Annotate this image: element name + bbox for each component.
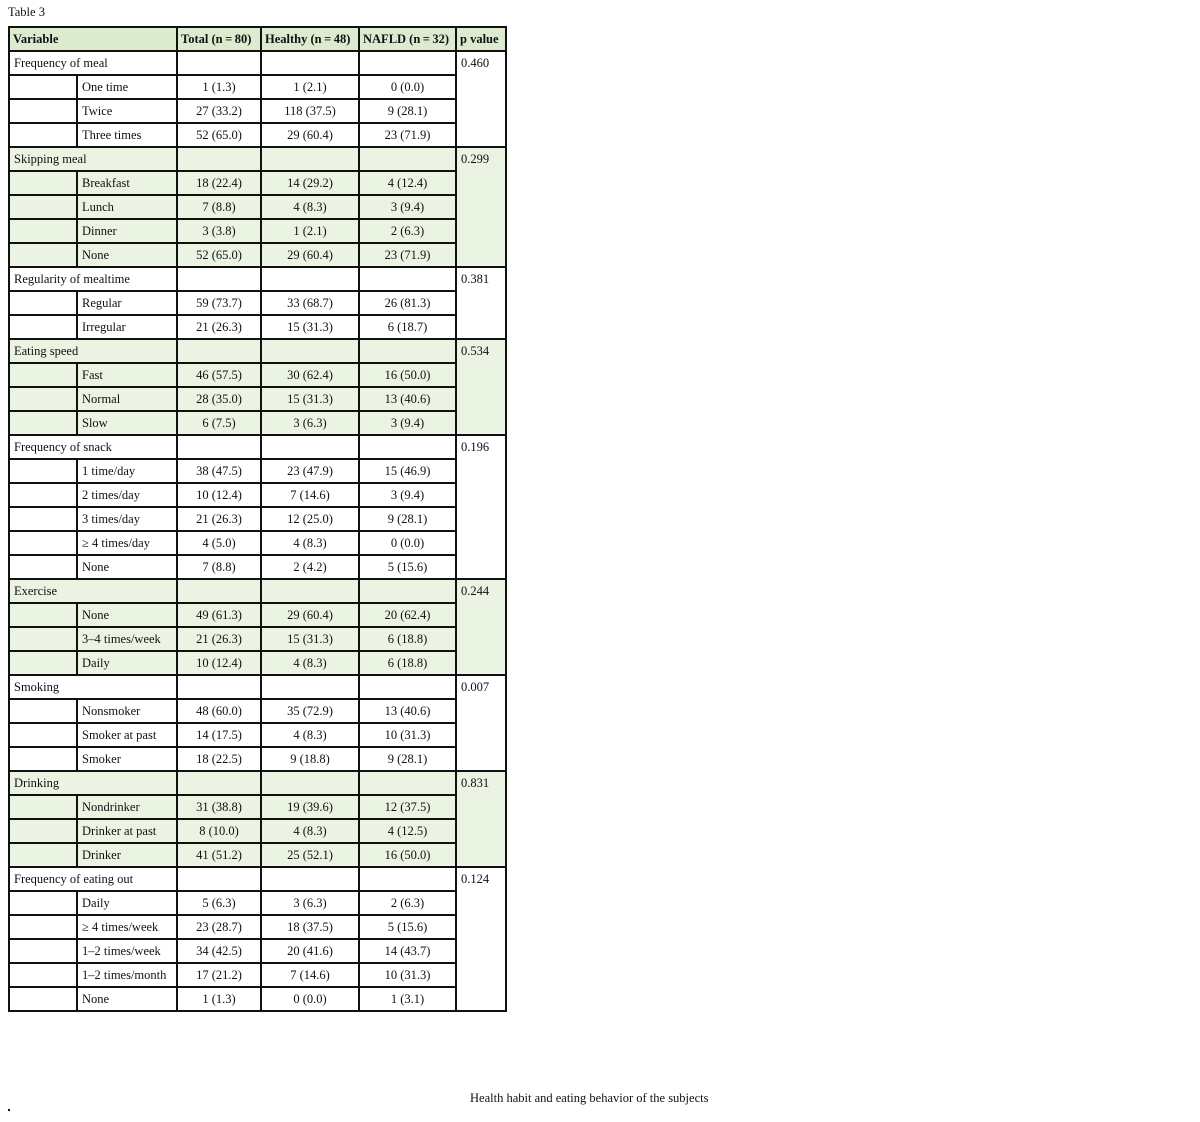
total-value: 1 (1.3) [177,75,261,99]
healthy-value: 1 (2.1) [261,75,359,99]
table-row [9,531,506,555]
table-row [9,99,506,123]
table-row [9,747,506,771]
indent-cell [9,555,77,579]
table-body [9,51,506,1011]
group-healthy-empty [261,867,359,891]
healthy-value: 2 (4.2) [261,555,359,579]
total-value: 31 (38.8) [177,795,261,819]
indent-cell [9,99,77,123]
group-total-empty [177,267,261,291]
row-label: Drinker at past [77,819,177,843]
group-healthy-empty [261,339,359,363]
indent-cell [9,699,77,723]
nafld-value: 0 (0.0) [359,75,456,99]
total-value: 14 (17.5) [177,723,261,747]
p-value: 0.124 [456,867,506,1011]
indent-cell [9,819,77,843]
row-label: Twice [77,99,177,123]
total-value: 52 (65.0) [177,123,261,147]
nafld-value: 4 (12.4) [359,171,456,195]
total-value: 48 (60.0) [177,699,261,723]
row-label: 3–4 times/week [77,627,177,651]
healthy-value: 4 (8.3) [261,651,359,675]
row-label: None [77,987,177,1011]
healthy-value: 29 (60.4) [261,123,359,147]
indent-cell [9,315,77,339]
indent-cell [9,987,77,1011]
nafld-value: 26 (81.3) [359,291,456,315]
nafld-value: 23 (71.9) [359,243,456,267]
group-label: Frequency of eating out [9,867,177,891]
row-label: None [77,603,177,627]
indent-cell [9,195,77,219]
total-value: 8 (10.0) [177,819,261,843]
total-value: 21 (26.3) [177,315,261,339]
group-row [9,51,506,75]
group-nafld-empty [359,771,456,795]
total-value: 23 (28.7) [177,915,261,939]
healthy-value: 35 (72.9) [261,699,359,723]
table-row [9,651,506,675]
row-label: Nondrinker [77,795,177,819]
group-label: Eating speed [9,339,177,363]
nafld-value: 2 (6.3) [359,891,456,915]
group-nafld-empty [359,267,456,291]
row-label: Three times [77,123,177,147]
table-row [9,171,506,195]
total-value: 3 (3.8) [177,219,261,243]
header-nafld: NAFLD (n = 32) [359,27,456,51]
group-total-empty [177,867,261,891]
nafld-value: 9 (28.1) [359,507,456,531]
healthy-value: 19 (39.6) [261,795,359,819]
p-value: 0.244 [456,579,506,675]
healthy-value: 29 (60.4) [261,603,359,627]
table-row [9,819,506,843]
group-row [9,435,506,459]
nafld-value: 10 (31.3) [359,963,456,987]
healthy-value: 3 (6.3) [261,891,359,915]
table-caption: Health habit and eating behavior of the subjects [470,1091,709,1105]
row-label: Smoker [77,747,177,771]
total-value: 46 (57.5) [177,363,261,387]
total-value: 28 (35.0) [177,387,261,411]
table-row [9,291,506,315]
total-value: 7 (8.8) [177,195,261,219]
indent-cell [9,651,77,675]
indent-cell [9,627,77,651]
healthy-value: 4 (8.3) [261,531,359,555]
healthy-value: 15 (31.3) [261,627,359,651]
total-value: 21 (26.3) [177,507,261,531]
table-row [9,123,506,147]
nafld-value: 4 (12.5) [359,819,456,843]
group-total-empty [177,435,261,459]
table-row [9,939,506,963]
table-row [9,75,506,99]
group-healthy-empty [261,51,359,75]
row-label: Irregular [77,315,177,339]
indent-cell [9,603,77,627]
indent-cell [9,219,77,243]
group-label: Exercise [9,579,177,603]
group-total-empty [177,339,261,363]
group-label: Drinking [9,771,177,795]
healthy-value: 30 (62.4) [261,363,359,387]
p-value: 0.196 [456,435,506,579]
healthy-value: 29 (60.4) [261,243,359,267]
indent-cell [9,915,77,939]
total-value: 4 (5.0) [177,531,261,555]
nafld-value: 3 (9.4) [359,411,456,435]
group-healthy-empty [261,267,359,291]
group-row [9,771,506,795]
p-value: 0.299 [456,147,506,267]
group-label: Regularity of mealtime [9,267,177,291]
nafld-value: 6 (18.8) [359,627,456,651]
row-label: Drinker [77,843,177,867]
group-total-empty [177,771,261,795]
row-label: One time [77,75,177,99]
nafld-value: 5 (15.6) [359,915,456,939]
row-label: Normal [77,387,177,411]
table-row [9,243,506,267]
table-row [9,363,506,387]
healthy-value: 14 (29.2) [261,171,359,195]
total-value: 10 (12.4) [177,483,261,507]
nafld-value: 16 (50.0) [359,363,456,387]
p-value: 0.831 [456,771,506,867]
healthy-value: 118 (37.5) [261,99,359,123]
stray-dot [8,1109,10,1111]
table-row [9,315,506,339]
nafld-value: 5 (15.6) [359,555,456,579]
table-row [9,219,506,243]
nafld-value: 23 (71.9) [359,123,456,147]
header-variable: Variable [9,27,177,51]
group-nafld-empty [359,579,456,603]
nafld-value: 16 (50.0) [359,843,456,867]
group-nafld-empty [359,51,456,75]
table-row [9,723,506,747]
nafld-value: 15 (46.9) [359,459,456,483]
table-row [9,459,506,483]
total-value: 10 (12.4) [177,651,261,675]
total-value: 1 (1.3) [177,987,261,1011]
p-value: 0.007 [456,675,506,771]
total-value: 18 (22.4) [177,171,261,195]
total-value: 38 (47.5) [177,459,261,483]
healthy-value: 4 (8.3) [261,195,359,219]
indent-cell [9,171,77,195]
group-nafld-empty [359,675,456,699]
group-total-empty [177,675,261,699]
group-nafld-empty [359,147,456,171]
group-total-empty [177,579,261,603]
healthy-value: 18 (37.5) [261,915,359,939]
group-total-empty [177,51,261,75]
header-healthy: Healthy (n = 48) [261,27,359,51]
nafld-value: 13 (40.6) [359,387,456,411]
indent-cell [9,939,77,963]
indent-cell [9,291,77,315]
indent-cell [9,363,77,387]
group-row [9,867,506,891]
row-label: 2 times/day [77,483,177,507]
row-label: Daily [77,651,177,675]
row-label: 1 time/day [77,459,177,483]
healthy-value: 1 (2.1) [261,219,359,243]
total-value: 34 (42.5) [177,939,261,963]
indent-cell [9,963,77,987]
p-value: 0.460 [456,51,506,147]
indent-cell [9,531,77,555]
row-label: 1–2 times/month [77,963,177,987]
header-row [9,27,506,51]
indent-cell [9,243,77,267]
table-row [9,963,506,987]
group-row [9,267,506,291]
table-row [9,843,506,867]
group-healthy-empty [261,147,359,171]
indent-cell [9,411,77,435]
group-healthy-empty [261,579,359,603]
total-value: 27 (33.2) [177,99,261,123]
row-label: Smoker at past [77,723,177,747]
group-healthy-empty [261,675,359,699]
row-label: None [77,243,177,267]
indent-cell [9,75,77,99]
table-row [9,627,506,651]
total-value: 7 (8.8) [177,555,261,579]
indent-cell [9,507,77,531]
indent-cell [9,123,77,147]
nafld-value: 3 (9.4) [359,195,456,219]
table-label: Table 3 [8,5,45,19]
healthy-value: 20 (41.6) [261,939,359,963]
table-row [9,603,506,627]
table-row [9,555,506,579]
indent-cell [9,843,77,867]
healthy-value: 4 (8.3) [261,723,359,747]
nafld-value: 14 (43.7) [359,939,456,963]
group-total-empty [177,147,261,171]
group-row [9,579,506,603]
healthy-value: 33 (68.7) [261,291,359,315]
nafld-value: 3 (9.4) [359,483,456,507]
indent-cell [9,891,77,915]
healthy-value: 3 (6.3) [261,411,359,435]
healthy-value: 15 (31.3) [261,315,359,339]
table-row [9,507,506,531]
table-row [9,483,506,507]
group-label: Skipping meal [9,147,177,171]
total-value: 21 (26.3) [177,627,261,651]
total-value: 49 (61.3) [177,603,261,627]
healthy-value: 7 (14.6) [261,483,359,507]
healthy-value: 15 (31.3) [261,387,359,411]
nafld-value: 2 (6.3) [359,219,456,243]
nafld-value: 1 (3.1) [359,987,456,1011]
healthy-value: 12 (25.0) [261,507,359,531]
table-row [9,987,506,1011]
nafld-value: 9 (28.1) [359,747,456,771]
total-value: 17 (21.2) [177,963,261,987]
header-p-value: p value [456,27,506,51]
group-label: Frequency of meal [9,51,177,75]
indent-cell [9,747,77,771]
indent-cell [9,483,77,507]
row-label: None [77,555,177,579]
row-label: Nonsmoker [77,699,177,723]
header-total: Total (n = 80) [177,27,261,51]
row-label: 3 times/day [77,507,177,531]
total-value: 5 (6.3) [177,891,261,915]
group-nafld-empty [359,339,456,363]
row-label: Slow [77,411,177,435]
healthy-value: 25 (52.1) [261,843,359,867]
row-label: Lunch [77,195,177,219]
total-value: 18 (22.5) [177,747,261,771]
total-value: 6 (7.5) [177,411,261,435]
nafld-value: 20 (62.4) [359,603,456,627]
row-label: Dinner [77,219,177,243]
group-nafld-empty [359,867,456,891]
nafld-value: 6 (18.8) [359,651,456,675]
indent-cell [9,459,77,483]
total-value: 41 (51.2) [177,843,261,867]
row-label: 1–2 times/week [77,939,177,963]
healthy-value: 0 (0.0) [261,987,359,1011]
table-row [9,795,506,819]
nafld-value: 13 (40.6) [359,699,456,723]
group-label: Smoking [9,675,177,699]
indent-cell [9,795,77,819]
total-value: 52 (65.0) [177,243,261,267]
row-label: Daily [77,891,177,915]
group-healthy-empty [261,771,359,795]
healthy-value: 7 (14.6) [261,963,359,987]
group-row [9,339,506,363]
row-label: Regular [77,291,177,315]
table-row [9,387,506,411]
table-row [9,411,506,435]
row-label: ≥ 4 times/week [77,915,177,939]
group-label: Frequency of snack [9,435,177,459]
row-label: Breakfast [77,171,177,195]
healthy-value: 9 (18.8) [261,747,359,771]
group-nafld-empty [359,435,456,459]
nafld-value: 12 (37.5) [359,795,456,819]
group-healthy-empty [261,435,359,459]
row-label: ≥ 4 times/day [77,531,177,555]
p-value: 0.381 [456,267,506,339]
indent-cell [9,723,77,747]
group-row [9,675,506,699]
data-table [8,26,507,1012]
total-value: 59 (73.7) [177,291,261,315]
table-row [9,195,506,219]
nafld-value: 6 (18.7) [359,315,456,339]
table-row [9,891,506,915]
nafld-value: 10 (31.3) [359,723,456,747]
indent-cell [9,387,77,411]
nafld-value: 9 (28.1) [359,99,456,123]
p-value: 0.534 [456,339,506,435]
healthy-value: 23 (47.9) [261,459,359,483]
table-row [9,915,506,939]
table-row [9,699,506,723]
group-row [9,147,506,171]
nafld-value: 0 (0.0) [359,531,456,555]
row-label: Fast [77,363,177,387]
healthy-value: 4 (8.3) [261,819,359,843]
